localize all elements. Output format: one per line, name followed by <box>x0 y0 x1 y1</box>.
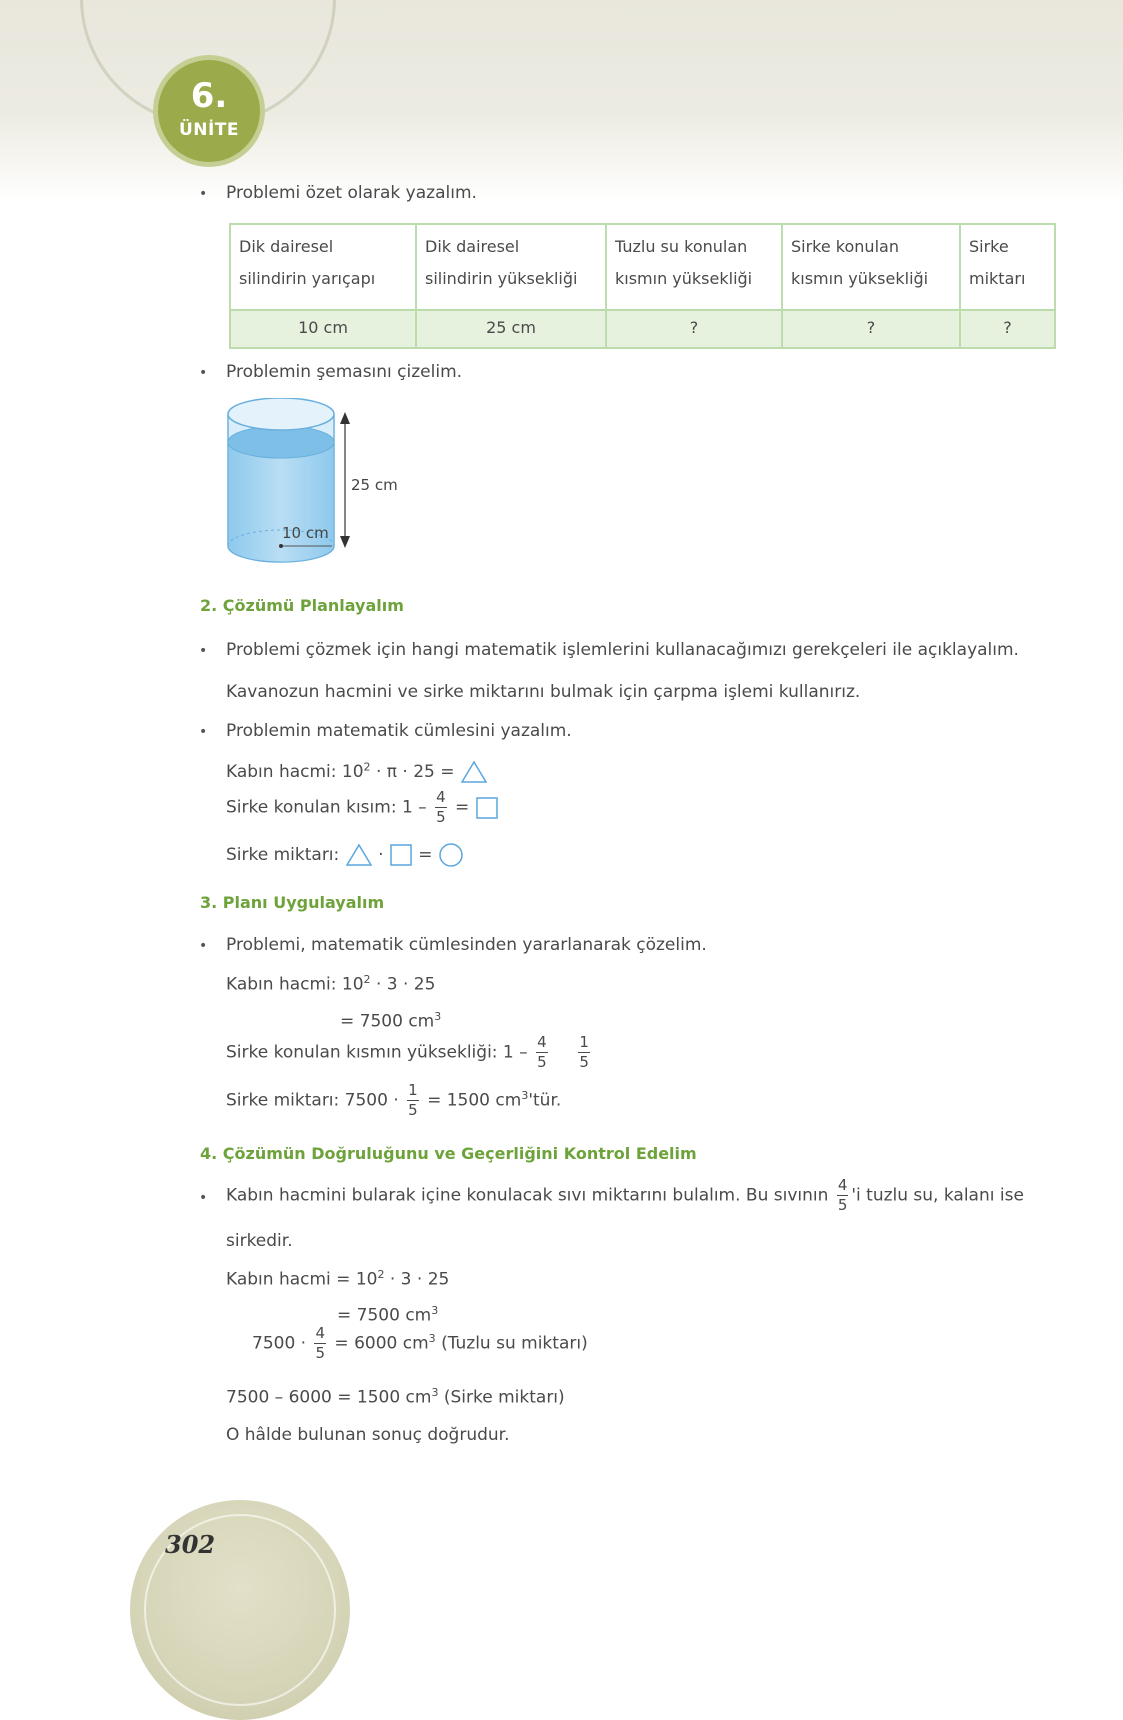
section2-vinegar-amount-equation: Sirke miktarı: · = <box>226 842 464 868</box>
bullet-icon: • <box>199 186 208 202</box>
table-header-cell: Sirke konulan kısmın yüksekliği <box>782 224 960 310</box>
section2-vinegar-part-equation: Sirke konulan kısım: 1 – $\frac{4}{5}$ = <box>226 790 499 825</box>
table-header-cell: Tuzlu su konulan kısmın yüksekliği <box>606 224 782 310</box>
bullet-icon: • <box>199 1190 208 1206</box>
fraction: $\frac{4}{5}$ <box>537 1033 547 1071</box>
section2-bullet2: Problemin matematik cümlesini yazalım. <box>226 721 572 741</box>
fraction: $\frac{4}{5}$ <box>436 788 446 826</box>
table-cell: ? <box>606 310 782 348</box>
section3-vinegar-height-line: Sirke konulan kısmın yüksekliği: 1 – $\frac{4}{5}$ $\frac{1}{5}$ <box>226 1033 589 1071</box>
square-icon <box>475 796 499 820</box>
section3-volume-line: Kabın hacmi: $10^2 \cdot 3 \cdot 25$ <box>226 973 436 995</box>
center-point <box>279 544 283 548</box>
section3-vinegar-amount-line: Sirke miktarı: 7500 · $\frac{1}{5}$ = 1500 $cm^3'tür$. <box>226 1081 562 1119</box>
section4-volume-line: Kabın hacmi = $10^2 \cdot 3 \cdot 25$ <box>226 1268 450 1290</box>
section2-volume-equation: Kabın hacmi: $10^2 \cdot \pi \cdot 25$ = <box>226 760 488 784</box>
unit-word: ÜNİTE <box>178 120 240 140</box>
section4-bullet-continuation: sirkedir. <box>226 1231 293 1251</box>
table-cell: ? <box>782 310 960 348</box>
bullet-icon: • <box>199 938 208 954</box>
unit-badge <box>158 60 260 162</box>
height-arrow-top <box>340 412 350 424</box>
bullet-icon: • <box>199 643 208 659</box>
diagram-bullet-text: Problemin şemasını çizelim. <box>226 362 463 382</box>
unit-number: 6. <box>190 76 228 116</box>
fraction: $\frac{4}{5}$ <box>837 1176 848 1214</box>
table-row <box>230 310 1055 348</box>
section4-volume-result: = 7500 $cm^3$ <box>337 1304 439 1326</box>
section4-vinegar-line: 7500 – 6000 = 1500 $cm^3$ (Sirke miktarı) <box>226 1386 565 1408</box>
page-number: 302 <box>165 1530 216 1559</box>
fraction: $\frac{4}{5}$ <box>315 1324 326 1362</box>
table-cell: ? <box>960 310 1055 348</box>
table-header-cell: Sirke miktarı <box>960 224 1055 310</box>
circle-icon <box>438 842 464 868</box>
fraction: $\frac{1}{5}$ <box>408 1081 418 1119</box>
section4-salt-water-line: 7500 · $\frac{4}{5}$ = 6000 $cm^3$ (Tuzlu su miktarı) <box>252 1324 588 1362</box>
radius-label: 10 cm <box>282 524 329 542</box>
intro-bullet-text: Problemi özet olarak yazalım. <box>226 183 477 203</box>
section2-heading: 2. Çözümü Planlayalım <box>200 596 404 615</box>
table-cell: 10 cm <box>230 310 416 348</box>
section4-heading: 4. Çözümün Doğruluğunu ve Geçerliğini Kontrol Edelim <box>200 1144 697 1163</box>
table-header-row <box>230 224 1055 310</box>
bullet-icon: • <box>199 365 208 381</box>
section3-heading: 3. Planı Uygulayalım <box>200 893 385 912</box>
cylinder-diagram <box>220 398 420 578</box>
bullet-icon: • <box>199 724 208 740</box>
cylinder-top <box>228 398 334 430</box>
fraction: $\frac{1}{5}$ <box>579 1033 589 1071</box>
square-icon <box>389 843 413 867</box>
section3-bullet: Problemi, matematik cümlesinden yararlanarak çözelim. <box>226 935 707 955</box>
height-arrow-bottom <box>340 536 350 548</box>
page-number-badge <box>130 1500 350 1720</box>
section4-bullet: Kabın hacmini bularak içine konulacak sıvı miktarını bulalım. Bu sıvının $\frac{4}{5}$ 'i tuzlu su, kalanı ise <box>226 1176 1024 1214</box>
table-header-cell: Dik dairesel silindirin yüksekliği <box>416 224 606 310</box>
section3-volume-result: = 7500 $cm^3$ <box>340 1010 442 1032</box>
table-header-cell: Dik dairesel silindirin yarıçapı <box>230 224 416 310</box>
triangle-icon <box>460 760 488 784</box>
water-surface <box>228 426 334 458</box>
triangle-icon <box>345 843 373 867</box>
summary-table <box>229 223 1056 349</box>
section2-bullet1: Problemi çözmek için hangi matematik işlemlerini kullanacağımızı gerekçeleri ile açıklayalım. <box>226 640 1019 660</box>
table-cell: 25 cm <box>416 310 606 348</box>
height-label: 25 cm <box>351 476 398 494</box>
section4-conclusion: O hâlde bulunan sonuç doğrudur. <box>226 1425 510 1445</box>
section2-explanation: Kavanozun hacmini ve sirke miktarını bulmak için çarpma işlemi kullanırız. <box>226 682 861 702</box>
